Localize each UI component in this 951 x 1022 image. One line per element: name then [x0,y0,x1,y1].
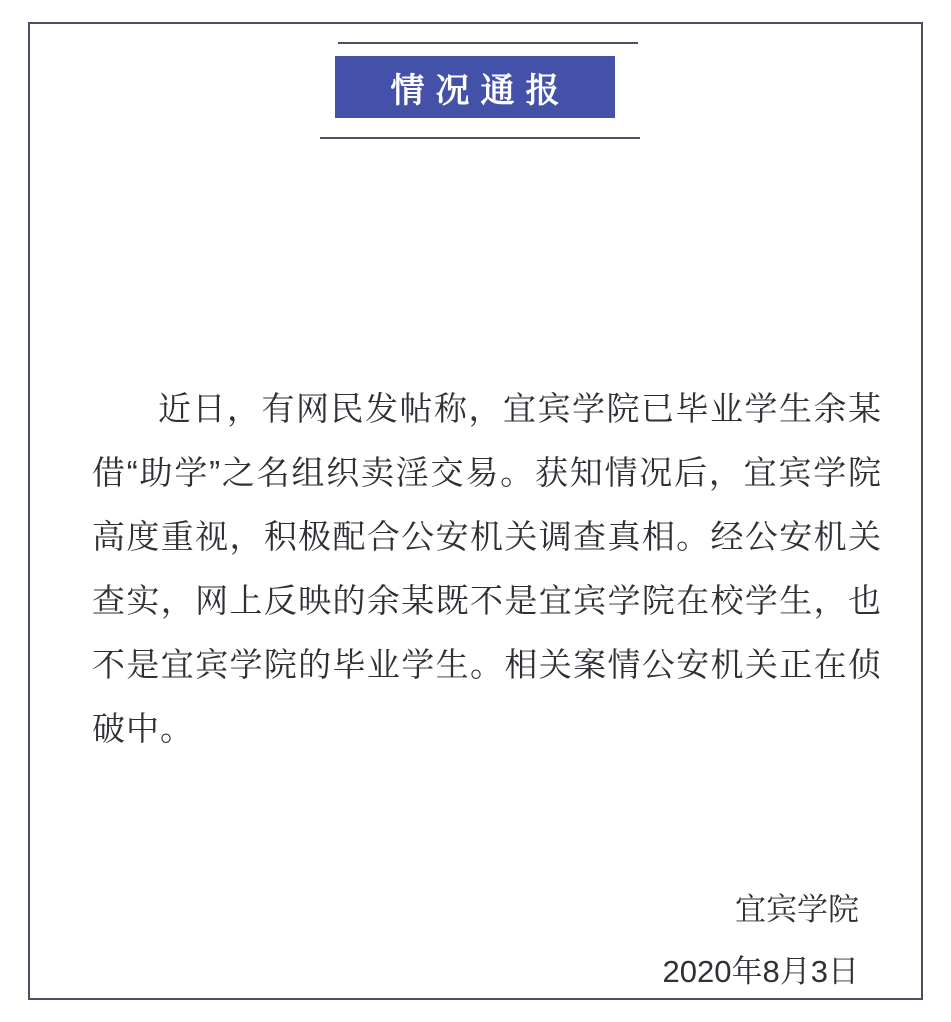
banner-rule-top [338,42,638,44]
banner-title-box [335,56,615,118]
signature-organization: 宜宾学院 [735,892,859,927]
banner-outline-echo [352,72,632,134]
banner-header [30,24,921,159]
notice-body-text: 近日，有网民发帖称，宜宾学院已毕业学生余某借“助学”之名组织卖淫交易。获知情况后，宜宾学院高度重视，积极配合公安机关调查真相。经公安机关查实，网上反映的余某既不是宜宾学院在校学生，也不是宜宾学院的毕业学生。相关案情公安机关正在侦破中。 [92,390,882,747]
banner-title-text: 情况通报 [390,71,571,110]
signature-date: 2020年8月3日 [662,954,859,989]
signature-block [663,879,859,1003]
banner-rule-bottom [320,137,640,139]
notice-card [28,22,923,1000]
